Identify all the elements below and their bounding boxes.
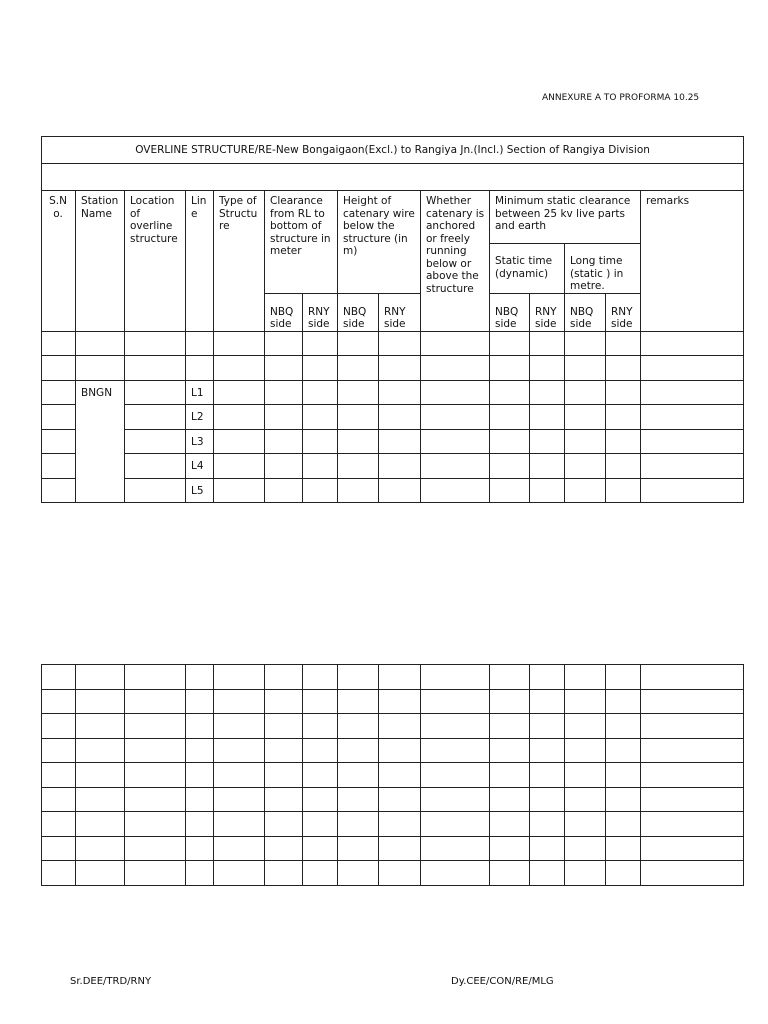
table-cell: [379, 405, 421, 430]
table-row: [42, 714, 744, 739]
table-cell: [338, 356, 379, 381]
table-cell: [530, 380, 565, 405]
table-cell: [421, 738, 490, 763]
table-cell: [125, 738, 186, 763]
table-cell: [214, 861, 265, 886]
overline-structure-table: [41, 136, 744, 503]
table-cell: [338, 665, 379, 690]
table-cell: [565, 454, 606, 479]
table-cell: [76, 836, 125, 861]
table-cell: [530, 861, 565, 886]
line-cell: L5: [186, 478, 214, 503]
table-cell: [530, 454, 565, 479]
table-cell: [303, 665, 338, 690]
table-cell: [186, 356, 214, 381]
table-cell: [186, 836, 214, 861]
table-cell: [265, 763, 303, 788]
table-cell: [214, 331, 265, 356]
table-cell: [265, 836, 303, 861]
table-cell: [606, 331, 641, 356]
table-cell: [421, 861, 490, 886]
line-cell: L3: [186, 429, 214, 454]
header-clearance: Clearance from RL to bottom of structure in meter: [265, 191, 338, 294]
table-cell: [606, 405, 641, 430]
table-cell: [303, 478, 338, 503]
table-cell: [641, 861, 744, 886]
table-cell: [42, 689, 76, 714]
table-cell: [379, 836, 421, 861]
header-height-nbq: NBQ side: [338, 293, 379, 331]
table-cell: [565, 331, 606, 356]
table-cell: [530, 714, 565, 739]
table-cell: [490, 429, 530, 454]
table-cell: [303, 380, 338, 405]
blank-row: [42, 164, 744, 191]
table-cell: [606, 689, 641, 714]
table-cell: [186, 763, 214, 788]
table-cell: [42, 665, 76, 690]
table-row: [42, 836, 744, 861]
header-remarks: remarks: [641, 191, 744, 332]
table-cell: [42, 812, 76, 837]
table-row: [42, 454, 744, 479]
table-cell: [421, 763, 490, 788]
header-static-nbq: NBQ side: [490, 293, 530, 331]
table-title: OVERLINE STRUCTURE/RE-New Bongaigaon(Excl.) to Rangiya Jn.(Incl.) Section of Rangiya Division: [42, 137, 744, 164]
table-cell: [565, 356, 606, 381]
table-cell: [338, 738, 379, 763]
table-cell: [42, 331, 76, 356]
table-cell: [338, 478, 379, 503]
location-cell: [125, 429, 186, 454]
table-cell: [641, 836, 744, 861]
table-cell: [125, 812, 186, 837]
table-cell: [490, 738, 530, 763]
table-cell: [186, 861, 214, 886]
table-cell: [379, 429, 421, 454]
table-cell: [338, 331, 379, 356]
table-cell: [606, 787, 641, 812]
table-cell: [379, 454, 421, 479]
table-cell: [338, 787, 379, 812]
table-cell: [265, 331, 303, 356]
table-cell: [565, 836, 606, 861]
table-cell: [490, 665, 530, 690]
header-clearance-rny: RNY side: [303, 293, 338, 331]
table-cell: [530, 665, 565, 690]
table-cell: [265, 356, 303, 381]
table-cell: [125, 763, 186, 788]
table-cell: [490, 861, 530, 886]
table-cell: [265, 405, 303, 430]
table-cell: [421, 429, 490, 454]
table-cell: [186, 812, 214, 837]
table-cell: [186, 738, 214, 763]
table-cell: [421, 836, 490, 861]
table-cell: [303, 454, 338, 479]
table-cell: [606, 714, 641, 739]
table-cell: [265, 429, 303, 454]
table-cell: [530, 763, 565, 788]
table-cell: [421, 405, 490, 430]
header-anchored: Whether catenary is anchored or freely running below or above the structure: [421, 191, 490, 332]
table-cell: [214, 356, 265, 381]
table-cell: [125, 787, 186, 812]
location-cell: [125, 478, 186, 503]
table-cell: [606, 356, 641, 381]
table-cell: [565, 665, 606, 690]
header-clearance-nbq: NBQ side: [265, 293, 303, 331]
table-cell: [490, 763, 530, 788]
table-cell: [421, 665, 490, 690]
table-body: [42, 331, 744, 503]
table-cell: [421, 812, 490, 837]
table-cell: [214, 405, 265, 430]
table-cell: [303, 331, 338, 356]
table-cell: [606, 861, 641, 886]
table-row: [42, 812, 744, 837]
table-cell: [76, 665, 125, 690]
table-cell: [490, 812, 530, 837]
table-cell: [125, 665, 186, 690]
table-cell: [530, 478, 565, 503]
table-cell: [42, 738, 76, 763]
table-cell: [490, 478, 530, 503]
table-cell: [338, 405, 379, 430]
sno-cell: [42, 405, 76, 430]
table-cell: [186, 331, 214, 356]
table-cell: [565, 429, 606, 454]
location-cell: [125, 405, 186, 430]
table-cell: [265, 861, 303, 886]
table-cell: [606, 454, 641, 479]
table-cell: [379, 478, 421, 503]
table-cell: [641, 405, 744, 430]
table-cell: [641, 738, 744, 763]
table-cell: [214, 454, 265, 479]
table-cell: [379, 787, 421, 812]
table-cell: [379, 714, 421, 739]
table-cell: [379, 665, 421, 690]
table-cell: [379, 331, 421, 356]
table-cell: [125, 861, 186, 886]
table-cell: [490, 689, 530, 714]
table-row: [42, 787, 744, 812]
table-cell: [565, 478, 606, 503]
table-cell: [641, 429, 744, 454]
table-cell: [565, 861, 606, 886]
table-cell: [530, 405, 565, 430]
table-row: [42, 331, 744, 356]
table-row: [42, 478, 744, 503]
table-cell: [565, 714, 606, 739]
table-cell: [125, 689, 186, 714]
table-cell: [606, 812, 641, 837]
table-cell: [186, 689, 214, 714]
table-cell: [186, 787, 214, 812]
table-cell: [490, 356, 530, 381]
blank-table: [41, 664, 744, 886]
header-static-rny: RNY side: [530, 293, 565, 331]
table-cell: [76, 331, 125, 356]
table-cell: [641, 714, 744, 739]
table-cell: [125, 331, 186, 356]
table-cell: [76, 689, 125, 714]
table-cell: [421, 331, 490, 356]
header-line: Line: [186, 191, 214, 332]
table-cell: [641, 356, 744, 381]
table-cell: [214, 812, 265, 837]
table-cell: [76, 356, 125, 381]
table-cell: [530, 836, 565, 861]
line-cell: L4: [186, 454, 214, 479]
table-cell: [421, 689, 490, 714]
blank-table-body: [42, 665, 744, 886]
table-cell: [265, 812, 303, 837]
table-cell: [606, 429, 641, 454]
table-cell: [641, 689, 744, 714]
table-cell: [42, 861, 76, 886]
table-cell: [303, 738, 338, 763]
table-row: [42, 405, 744, 430]
table-cell: [76, 738, 125, 763]
table-row: [42, 380, 744, 405]
table-cell: [530, 356, 565, 381]
footer-right-signatory: Dy.CEE/CON/RE/MLG: [451, 976, 554, 987]
table-cell: [76, 861, 125, 886]
table-cell: [641, 812, 744, 837]
table-cell: [606, 738, 641, 763]
table-cell: [421, 380, 490, 405]
table-row: [42, 689, 744, 714]
table-cell: [641, 787, 744, 812]
table-cell: [530, 689, 565, 714]
table-cell: [338, 861, 379, 886]
header-station: Station Name: [76, 191, 125, 332]
table-cell: [76, 714, 125, 739]
table-cell: [421, 454, 490, 479]
table-cell: [214, 763, 265, 788]
table-cell: [490, 380, 530, 405]
table-cell: [530, 787, 565, 812]
table-cell: [265, 689, 303, 714]
table-cell: [76, 812, 125, 837]
table-cell: [265, 380, 303, 405]
table-cell: [565, 689, 606, 714]
table-cell: [338, 836, 379, 861]
table-cell: [214, 714, 265, 739]
table-cell: [42, 836, 76, 861]
table-cell: [338, 454, 379, 479]
line-cell: L2: [186, 405, 214, 430]
table-cell: [421, 356, 490, 381]
table-cell: [338, 714, 379, 739]
table-cell: [421, 478, 490, 503]
table-cell: [490, 714, 530, 739]
header-long-nbq: NBQ side: [565, 293, 606, 331]
table-cell: [565, 812, 606, 837]
table-cell: [379, 812, 421, 837]
table-cell: [490, 405, 530, 430]
table-cell: [641, 454, 744, 479]
table-cell: [379, 689, 421, 714]
table-cell: [186, 665, 214, 690]
table-cell: [379, 380, 421, 405]
table-cell: [214, 478, 265, 503]
table-cell: [565, 405, 606, 430]
table-cell: [379, 356, 421, 381]
table-cell: [303, 812, 338, 837]
table-cell: [42, 787, 76, 812]
table-cell: [303, 787, 338, 812]
table-cell: [76, 787, 125, 812]
table-cell: [530, 331, 565, 356]
table-cell: [606, 665, 641, 690]
table-cell: [338, 689, 379, 714]
table-cell: [265, 714, 303, 739]
annexure-label: ANNEXURE A TO PROFORMA 10.25: [542, 93, 700, 103]
table-cell: [338, 812, 379, 837]
location-cell: [125, 380, 186, 405]
table-row: [42, 861, 744, 886]
table-cell: [303, 836, 338, 861]
table-cell: [265, 665, 303, 690]
table-cell: [125, 356, 186, 381]
table-cell: [214, 665, 265, 690]
table-row: [42, 665, 744, 690]
table-cell: [214, 738, 265, 763]
table-cell: [641, 478, 744, 503]
table-cell: [303, 356, 338, 381]
header-min-static: Minimum static clearance between 25 kv live parts and earth: [490, 191, 641, 244]
table-cell: [530, 738, 565, 763]
table-cell: [303, 714, 338, 739]
table-row: [42, 356, 744, 381]
table-cell: [606, 836, 641, 861]
table-cell: [530, 812, 565, 837]
table-cell: [490, 454, 530, 479]
sno-cell: [42, 380, 76, 405]
table-row: [42, 738, 744, 763]
table-cell: [641, 763, 744, 788]
table-cell: [565, 787, 606, 812]
table-cell: [303, 429, 338, 454]
table-cell: [338, 429, 379, 454]
table-cell: [125, 714, 186, 739]
table-cell: [214, 836, 265, 861]
table-cell: [303, 861, 338, 886]
table-cell: [490, 787, 530, 812]
table-cell: [42, 356, 76, 381]
table-cell: [565, 738, 606, 763]
table-cell: [265, 478, 303, 503]
line-cell: L1: [186, 380, 214, 405]
table-cell: [214, 787, 265, 812]
table-cell: [606, 763, 641, 788]
table-row: [42, 429, 744, 454]
table-cell: [214, 380, 265, 405]
table-cell: [214, 689, 265, 714]
table-cell: [606, 380, 641, 405]
table-cell: [379, 738, 421, 763]
table-cell: [265, 787, 303, 812]
header-long-time: Long time (static ) in metre.: [565, 244, 641, 294]
table-cell: [379, 763, 421, 788]
table-cell: [565, 380, 606, 405]
location-cell: [125, 454, 186, 479]
table-cell: [421, 714, 490, 739]
table-cell: [214, 429, 265, 454]
table-row: [42, 763, 744, 788]
table-cell: [42, 763, 76, 788]
table-cell: [641, 380, 744, 405]
header-long-rny: RNY side: [606, 293, 641, 331]
table-cell: [265, 738, 303, 763]
table-cell: [606, 478, 641, 503]
table-cell: [490, 331, 530, 356]
table-cell: [421, 787, 490, 812]
table-cell: [125, 836, 186, 861]
table-cell: [530, 429, 565, 454]
table-cell: [641, 665, 744, 690]
table-cell: [76, 763, 125, 788]
table-cell: [186, 714, 214, 739]
sno-cell: [42, 478, 76, 503]
sno-cell: [42, 429, 76, 454]
table-cell: [265, 454, 303, 479]
header-sno: S.No.: [42, 191, 76, 332]
sno-cell: [42, 454, 76, 479]
table-cell: [303, 763, 338, 788]
table-cell: [565, 763, 606, 788]
table-cell: [490, 836, 530, 861]
header-height-rny: RNY side: [379, 293, 421, 331]
header-type: Type of Structure: [214, 191, 265, 332]
table-cell: [42, 714, 76, 739]
table-cell: [338, 380, 379, 405]
table-cell: [641, 331, 744, 356]
table-cell: [338, 763, 379, 788]
table-cell: [303, 405, 338, 430]
header-static-dynamic: Static time(dynamic): [490, 244, 565, 294]
table-cell: [379, 861, 421, 886]
station-cell: BNGN: [76, 380, 125, 503]
table-cell: [303, 689, 338, 714]
header-height: Height of catenary wire below the structure (in m): [338, 191, 421, 294]
header-location: Location of overline structure: [125, 191, 186, 332]
footer-left-signatory: Sr.DEE/TRD/RNY: [70, 976, 152, 987]
